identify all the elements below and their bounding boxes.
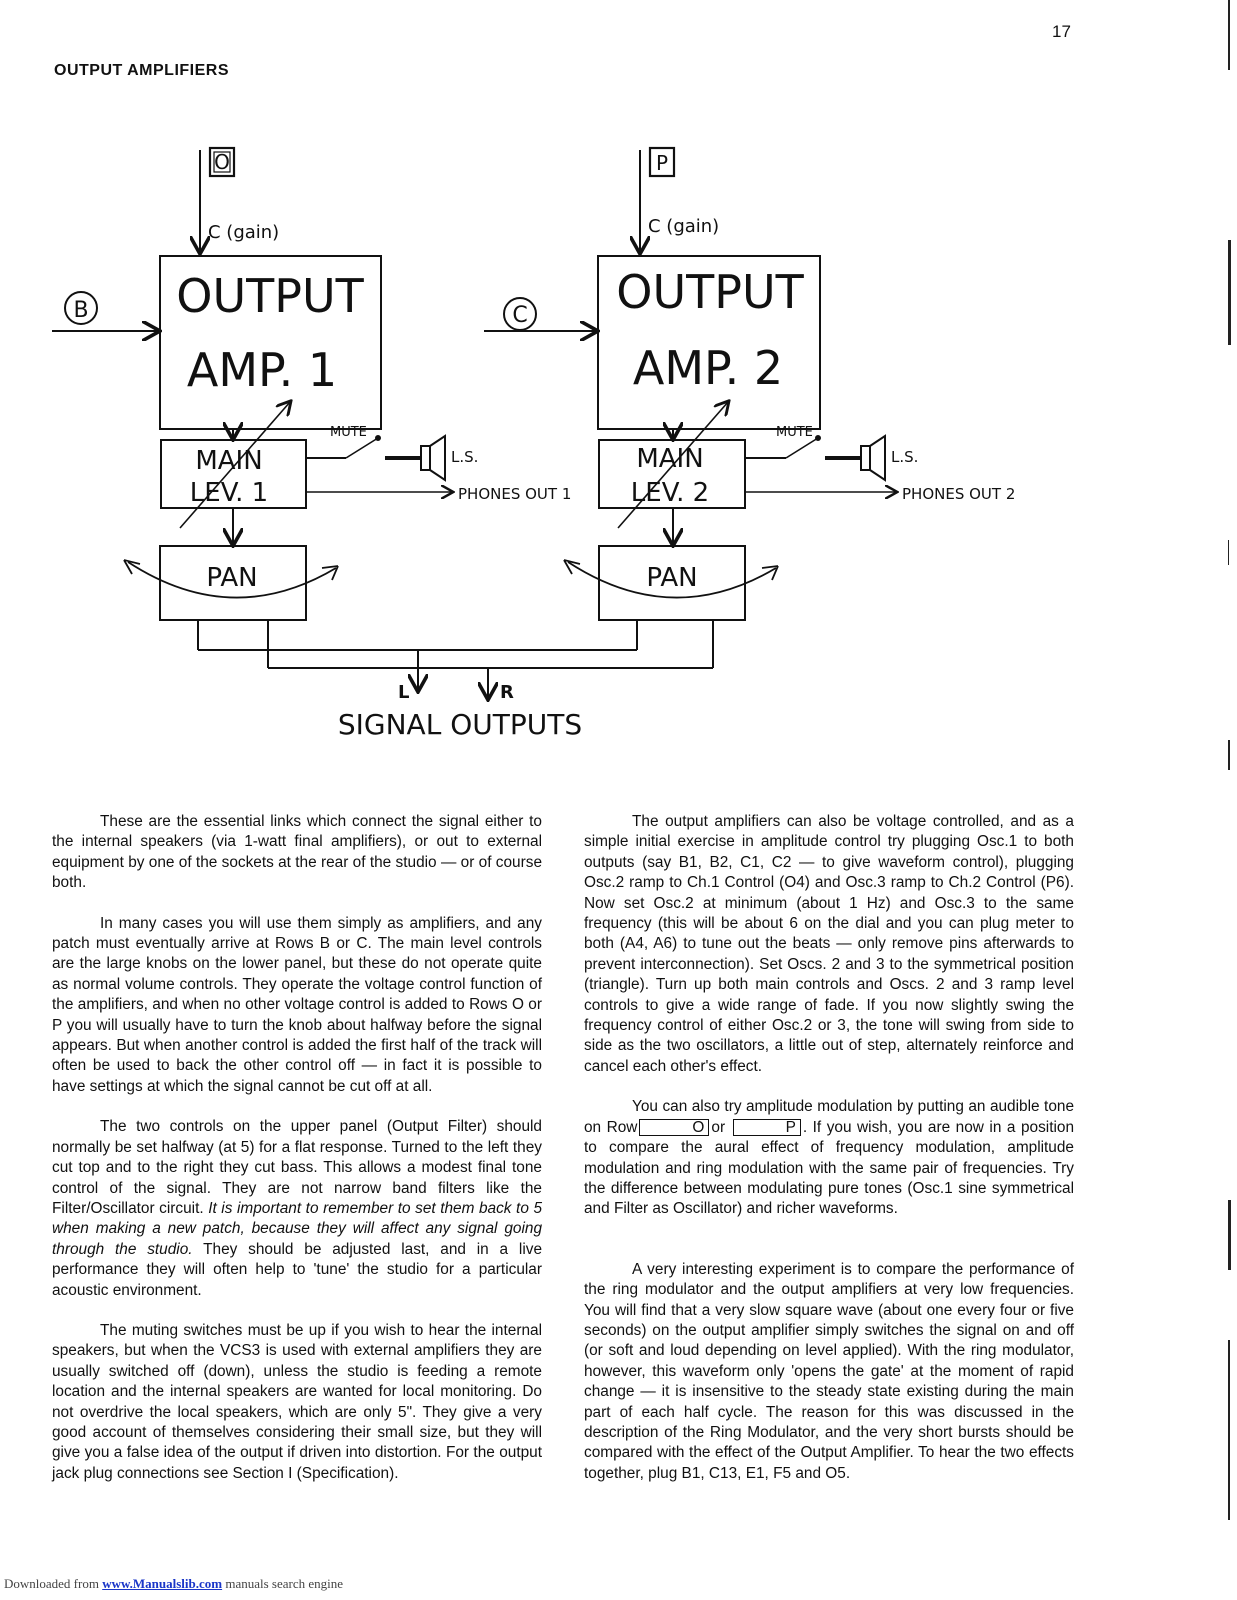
paragraph: [52, 1117, 542, 1301]
paragraph: The output amplifiers can also be voltage controlled, and as a simple initial exercise in amplitude control try plugging Osc.1 to both outputs (say B1, B2, C1, C2 — to give waveform control), plugging Osc.2 ramp to Ch.1 Control (O4) and Osc.3 ramp to Ch.2 Control (P6). Now set Osc.2 at minimum (about 1 Hz) and Osc.3 to the same frequency (this will be about 6 on the dial and you can plug meter to both (A4, A6) to tune out the beats — only remove pins afterwards to prevent interconnection). Set Oscs. 2 and 3 to the symmetrical position (triangle). Turn up both main controls and Oscs. 2 and 3 ramp level controls to give a wide range of fade. If you now slightly swing the frequency control of either Osc.2 or 3, the tone will swing from side to side as the two oscillators, a little out of step, alternately reinforce and cancel each other's effect.: [584, 813, 1074, 1075]
paragraph-text: The two controls on the upper panel (Output Filter) should normally be set halfway (at 5) for a flat response. Turned to the left they cut top and to the right they cut bass. This allows a modest final tone control of the signal. They are not narrow band filters like the Filter/Oscillator circuit.: [52, 1118, 542, 1217]
right-column: [584, 812, 1074, 1504]
output-right-label: R: [500, 682, 514, 703]
output-left-label: L: [398, 682, 410, 703]
amp2-level-line2: LEV. 2: [630, 478, 710, 508]
amp1-phones-label: PHONES OUT 1: [458, 485, 572, 503]
amp1-title-line1: OUTPUT: [176, 269, 364, 323]
amp1-input-row: B: [73, 298, 89, 323]
amp2-title-line1: OUTPUT: [616, 265, 804, 319]
paragraph: [584, 1097, 1074, 1219]
left-column: [52, 812, 542, 1504]
signal-output-arrows: [418, 650, 488, 698]
footer-prefix: Downloaded from: [4, 1576, 99, 1591]
amp2-mute-label: MUTE: [776, 425, 813, 440]
manualslib-link[interactable]: www.Manualslib.com: [102, 1576, 223, 1591]
paragraph: The muting switches must be up if you wish to hear the internal speakers, but when the VCS3 is used with external amplifiers they are usually switched off (down), unless the studio is feeding a remote location and the internal speakers are wanted for local monitoring. Do not overdrive the local speakers, which are only 5". They give a very good account of themselves considering their small size, but they will give you a false idea of the output if driven into distortion. For the output jack plug connections see Section I (Specification).: [52, 1321, 542, 1482]
footer: [4, 1576, 343, 1592]
amp2-speaker-label: L.S.: [891, 448, 919, 466]
page-number: 17: [1052, 22, 1071, 41]
footer-suffix: manuals search engine: [225, 1576, 344, 1591]
amp1-pan-label: PAN: [206, 563, 258, 593]
paragraph: In many cases you will use them simply as amplifiers, and any patch must eventually arrive at Rows B or C. The main level controls are the large knobs on the lower panel, but these do not operate quite as normal volume controls. They operate the voltage control function of the amplifiers, and when no other voltage control is added to Rows O or P you will usually have to turn the knob about halfway before the signal appears. But when another control is added the first half of the track will often be used to back the other control off — in fact it is possible to have settings at which the signal cannot be cut off at all.: [52, 914, 542, 1095]
amp1-level-line1: MAIN: [195, 446, 263, 476]
signal-outputs-label: SIGNAL OUTPUTS: [337, 708, 583, 741]
section-title: OUTPUT AMPLIFIERS: [54, 62, 230, 79]
paragraph-text: . If you wish, you are now in a position to compare the aural effect of frequency modulation, amplitude modulation and ring modulation with the same pair of frequencies. Try the difference between modulating pure tones (Osc.1 sine symmetrical and Filter as Oscillator) and richer waveforms.: [584, 1118, 1075, 1218]
amp1-title-line2: AMP. 1: [186, 343, 338, 397]
amp2-control-row: P: [655, 151, 669, 175]
amp1-control-label: C (gain): [208, 222, 280, 243]
amp1-control-row: O: [214, 150, 230, 174]
amp2-level-line1: MAIN: [636, 444, 704, 474]
amp1-mute-label: MUTE: [330, 425, 367, 440]
amp2-control-label: C (gain): [648, 216, 720, 237]
paragraph: A very interesting experiment is to compare the performance of the ring modulator and the output amplifiers at very low frequencies. You will find that a very slow square wave (about one every four or five seconds) on the output amplifier simply switches the signal on and off (or soft and loud depending on level applied). With the ring modulator, however, this waveform only 'opens the gate' at the moment of rapid change — it is insensitive to the steady state existing during the main part of each half cycle. The reason for this was discussed in the description of the Ring Modulator, and the very short bursts should be compared with the effect of the Output Amplifier. To hear the two effects together, plug B1, C13, E1, F5 and O5.: [584, 1260, 1074, 1482]
amp2-phones-label: PHONES OUT 2: [902, 485, 1016, 503]
paragraph: These are the essential links which connect the signal either to the internal speakers (via 1-watt final amplifiers), or out to external equipment by one of the sockets at the rear of the studio — or of course both.: [52, 813, 542, 892]
italic-note: It is important to remember to set them back to 5 when making a new patch, because they will affect any signal going through the studio.: [52, 1199, 542, 1258]
paragraph-text: or: [711, 1118, 726, 1136]
row-p-box: P: [733, 1119, 801, 1136]
row-o-box: O: [639, 1119, 709, 1136]
amp1-group: [52, 148, 713, 668]
amp2-title-line2: AMP. 2: [632, 341, 784, 395]
amp1-speaker-label: L.S.: [451, 448, 479, 466]
amp1-level-line2: LEV. 1: [189, 478, 269, 508]
paragraph-text: They should be adjusted last, and in a live performance they will often help to 'tune' the studio for a particular acoustic environment.: [52, 1240, 543, 1299]
amp2-input-row: C: [512, 303, 528, 328]
paragraph-text: You can also try amplitude modulation by putting an audible tone on Row: [584, 1098, 1074, 1136]
output-amplifier-diagram: [0, 120, 1237, 760]
amp2-pan-label: PAN: [646, 563, 698, 593]
